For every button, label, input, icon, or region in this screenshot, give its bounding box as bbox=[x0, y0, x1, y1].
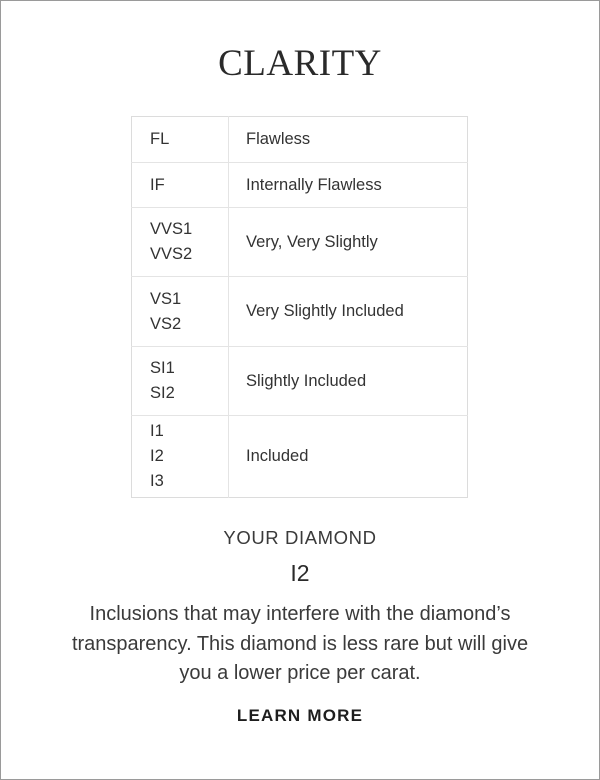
grade-code: I3 bbox=[150, 472, 164, 490]
grade-description: Included bbox=[229, 416, 468, 498]
grade-code-cell bbox=[132, 208, 229, 277]
table-row bbox=[132, 117, 468, 163]
grade-description: Very, Very Slightly bbox=[229, 208, 468, 277]
grade-code: IF bbox=[150, 175, 165, 194]
your-diamond-grade: I2 bbox=[290, 560, 310, 586]
grade-code: VVS2 bbox=[150, 245, 193, 263]
grade-code: VS1 bbox=[150, 289, 182, 308]
grade-code: VS2 bbox=[150, 314, 182, 333]
table-row bbox=[132, 416, 468, 498]
grade-code: SI2 bbox=[150, 384, 175, 402]
grade-code-cell bbox=[132, 347, 229, 416]
grade-code-cell bbox=[132, 117, 229, 163]
page-title: CLARITY bbox=[218, 43, 382, 84]
table-row bbox=[132, 277, 468, 347]
grade-code: I1 bbox=[150, 422, 164, 440]
grade-description: Internally Flawless bbox=[229, 163, 468, 208]
table-row bbox=[132, 347, 468, 416]
table-row bbox=[132, 163, 468, 208]
grade-code: SI1 bbox=[150, 359, 175, 377]
grade-code-cell bbox=[132, 416, 229, 498]
grade-code: I2 bbox=[150, 447, 164, 465]
grade-code: FL bbox=[150, 130, 170, 148]
grade-explanation: Inclusions that may interfere with the diamond’s transparency. This diamond is less rare but will give you a lower price per carat. bbox=[71, 603, 529, 684]
grade-code-cell bbox=[132, 163, 229, 208]
grade-code-cell bbox=[132, 277, 229, 347]
grade-description: Flawless bbox=[246, 130, 311, 148]
learn-more-link[interactable]: LEARN MORE bbox=[236, 706, 364, 725]
clarity-grade-table bbox=[131, 116, 468, 498]
grade-description: Very Slightly Included bbox=[229, 277, 468, 347]
grade-description: Slightly Included bbox=[229, 347, 468, 416]
your-diamond-label: YOUR DIAMOND bbox=[223, 527, 377, 548]
table-row bbox=[132, 208, 468, 277]
grade-code: VVS1 bbox=[150, 220, 193, 238]
